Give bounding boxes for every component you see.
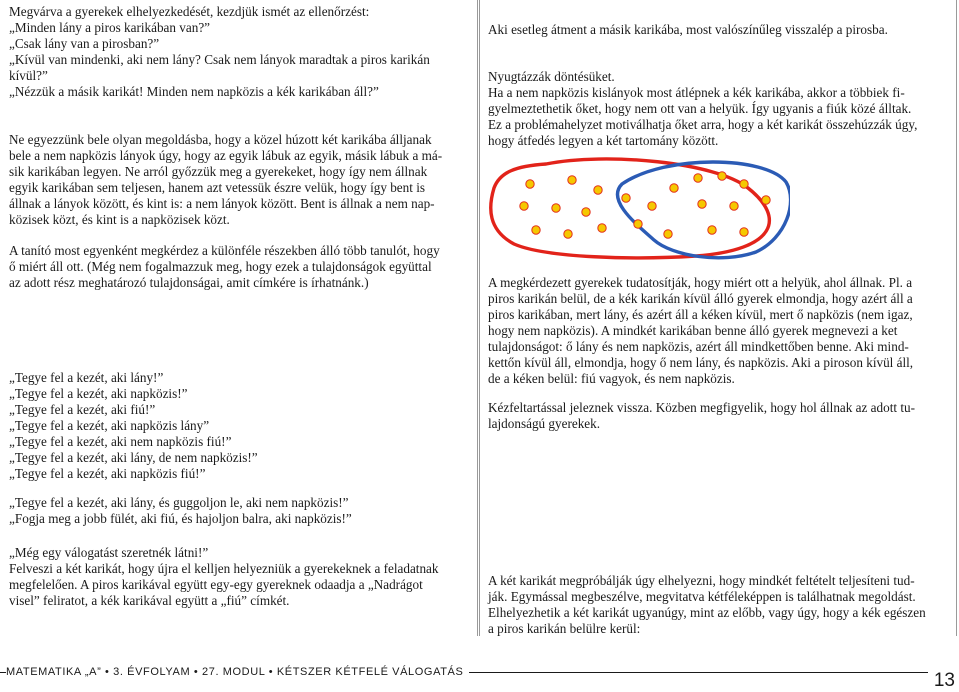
paragraph-confirm-decision: [488, 69, 950, 149]
text-line: „Tegye fel a kezét, aki lány!”: [9, 370, 164, 385]
text-line: sik karikában legyen. Ne arról győzzük meg a gyerekeket, hogy így nem állnak: [9, 164, 428, 179]
paragraph-combined-commands: [9, 495, 471, 527]
text-line: „Tegye fel a kezét, aki napközis fiú!”: [9, 466, 206, 481]
text-line: A két karikát megpróbálják úgy elhelyezni, hogy mindkét feltételt teljesíteni tud-: [488, 573, 915, 588]
text-line: „Kívül van mindenki, aki nem lány? Csak nem lányok maradtak a piros karikán: [9, 52, 430, 67]
paragraph-feedback-hands: [488, 400, 950, 432]
child-dot: [552, 204, 560, 212]
right-column: [479, 0, 957, 636]
child-dot: [622, 194, 630, 202]
text-line: de a kéken belül: fiú vagyok, és nem napközis.: [488, 371, 735, 386]
text-line: hogy átfedés legyen a két tartomány között.: [488, 133, 719, 148]
left-column: [0, 0, 478, 636]
text-line: gyelmeztethetik őket, hogy nem ott van a helyük. Így ugyanis a fiúk közé álltak.: [488, 101, 912, 116]
text-line: egyik karikában sem teljesen, hanem azt vetessük észre velük, hogy így bent is: [9, 180, 426, 195]
text-line: „Még egy válogatást szeretnék látni!”: [9, 545, 209, 560]
text-line: piros karikában, mert lány, és azért áll a kéken kívül, mert ő napközis (nem igaz,: [488, 307, 913, 322]
text-line: ják. Egymással megbeszélve, megvitatva kétféleképpen is találhatnak megoldást.: [488, 589, 916, 604]
text-line: hogy nem napközis). A mindkét karikában benne álló gyerek megnevezi a ket: [488, 323, 898, 338]
child-dot: [594, 186, 602, 194]
text-line: kívül?”: [9, 68, 48, 83]
text-line: „Minden lány a piros karikában van?”: [9, 20, 211, 35]
child-dot: [664, 230, 672, 238]
child-dot: [762, 196, 770, 204]
child-dot: [740, 228, 748, 236]
text-line: „Tegye fel a kezét, aki napközis!”: [9, 386, 188, 401]
text-line: „Tegye fel a kezét, aki fiú!”: [9, 402, 156, 417]
child-dot: [564, 230, 572, 238]
page-number: 13: [928, 670, 955, 692]
text-line: Elhelyezhetik a két karikát ugyanúgy, mint az előbb, vagy úgy, hogy a kék egészen: [488, 605, 926, 620]
text-line: ő miért áll ott. (Még nem fogalmazzuk meg, hogy ezek a tulajdonságok együttal: [9, 259, 432, 274]
text-line: a piros karikán belülre kerül:: [488, 621, 641, 636]
text-line: A tanító most egyenként megkérdez a különféle részekben álló több tanulót, hogy: [9, 243, 440, 258]
text-line: „Tegye fel a kezét, aki lány, de nem napközis!”: [9, 450, 258, 465]
text-line: megfelelően. A piros karikával együtt egy-egy gyereknek odaadja a „Nadrágot: [9, 577, 423, 592]
text-line: tulajdonságot: ő lány és nem napközis, azért áll mindkettőben benne. Aki mind-: [488, 339, 909, 354]
paragraph-no-split-solution: [9, 132, 471, 228]
text-line: közisek közt, és kint is a napközisek közt.: [9, 212, 230, 227]
text-line: „Tegye fel a kezét, aki napközis lány”: [9, 418, 210, 433]
text-line: Ne egyezzünk bele olyan megoldásba, hogy a közel húzott két karikába álljanak: [9, 132, 432, 147]
child-dot: [582, 208, 590, 216]
text-line: az adott rész meghatározó tulajdonságai, amit címkére is írhatnánk.): [9, 275, 369, 290]
child-dot: [708, 226, 716, 234]
child-dot: [698, 200, 706, 208]
text-line: A megkérdezett gyerekek tudatosítják, hogy miért ott a helyük, ahol állnak. Pl. a: [488, 275, 913, 290]
paragraph-children-explain: [488, 275, 950, 387]
child-dot: [740, 180, 748, 188]
child-dot: [634, 220, 642, 228]
text-line: „Csak lány van a pirosban?”: [9, 36, 160, 51]
paragraph-raise-hand-list: [9, 370, 471, 482]
text-line: Nyugtázzák döntésüket.: [488, 69, 615, 84]
child-dot: [718, 172, 726, 180]
text-line: Ha a nem napközis kislányok most átlépnek a kék karikába, akkor a többiek fi-: [488, 85, 905, 100]
page-footer: [0, 662, 959, 690]
paragraph-step-back: [488, 22, 950, 38]
text-line: lajdonságú gyerekek.: [488, 416, 601, 431]
blue-hoop: [617, 162, 790, 258]
text-line: állnak a lányok között, és kint is: a nem lányok között. Bent is állnak a nem nap-: [9, 196, 435, 211]
text-line: „Tegye fel a kezét, aki nem napközis fiú!”: [9, 434, 232, 449]
text-line: Aki esetleg átment a másik karikába, most valószínűleg visszalép a pirosba.: [488, 22, 888, 37]
text-line: kettőn kívül áll, elmondja, hogy ő nem lány, és napközis. Aki a piroson kívül áll,: [488, 355, 914, 370]
text-line: visel” feliratot, a kék karikával együtt a „fiú” címkét.: [9, 593, 290, 608]
text-line: Megvárva a gyerekek elhelyezkedését, kezdjük ismét az ellenőrzést:: [9, 4, 370, 19]
child-dot: [598, 224, 606, 232]
text-line: „Tegye fel a kezét, aki lány, és guggoljon le, aki nem napközis!”: [9, 495, 349, 510]
paragraph-new-sorting: [9, 545, 471, 609]
child-dot: [694, 174, 702, 182]
text-line: Felveszi a két karikát, hogy újra el kelljen helyezniük a gyerekeknek a feladatnak: [9, 561, 439, 576]
text-line: Ez a problémahelyzet motiválhatja őket arra, hogy a két karikát összehúzzák úgy,: [488, 117, 918, 132]
paragraph-teacher-asks: [9, 243, 471, 291]
venn-diagram-illustration: [486, 148, 790, 260]
child-dot: [526, 180, 534, 188]
paragraph-place-hoops: [488, 573, 950, 637]
child-dot: [730, 202, 738, 210]
text-line: „Fogja meg a jobb fülét, aki fiú, és hajoljon balra, aki napközis!”: [9, 511, 352, 526]
red-hoop: [491, 159, 770, 258]
child-dot: [648, 202, 656, 210]
text-line: Kézfeltartással jeleznek vissza. Közben megfigyelik, hogy hol állnak az adott tu-: [488, 400, 915, 415]
paragraph-check-questions: [9, 4, 471, 100]
child-dot: [568, 176, 576, 184]
text-line: bele a nem napközis lányok úgy, hogy az egyik lábuk az egyik, másik lábuk a má-: [9, 148, 443, 163]
child-dot: [520, 202, 528, 210]
child-dot: [670, 184, 678, 192]
text-line: piros karikán belül, de a kék karikán kívül álló gyerek elmondja, hogy azért áll a: [488, 291, 913, 306]
text-line: „Nézzük a másik karikát! Minden nem napközis a kék karikában áll?”: [9, 84, 379, 99]
child-dot: [532, 226, 540, 234]
footer-module-title: MATEMATIKA „A” • 3. ÉVFOLYAM • 27. MODUL • KÉTSZER KÉTFELÉ VÁLOGATÁS: [6, 666, 469, 678]
